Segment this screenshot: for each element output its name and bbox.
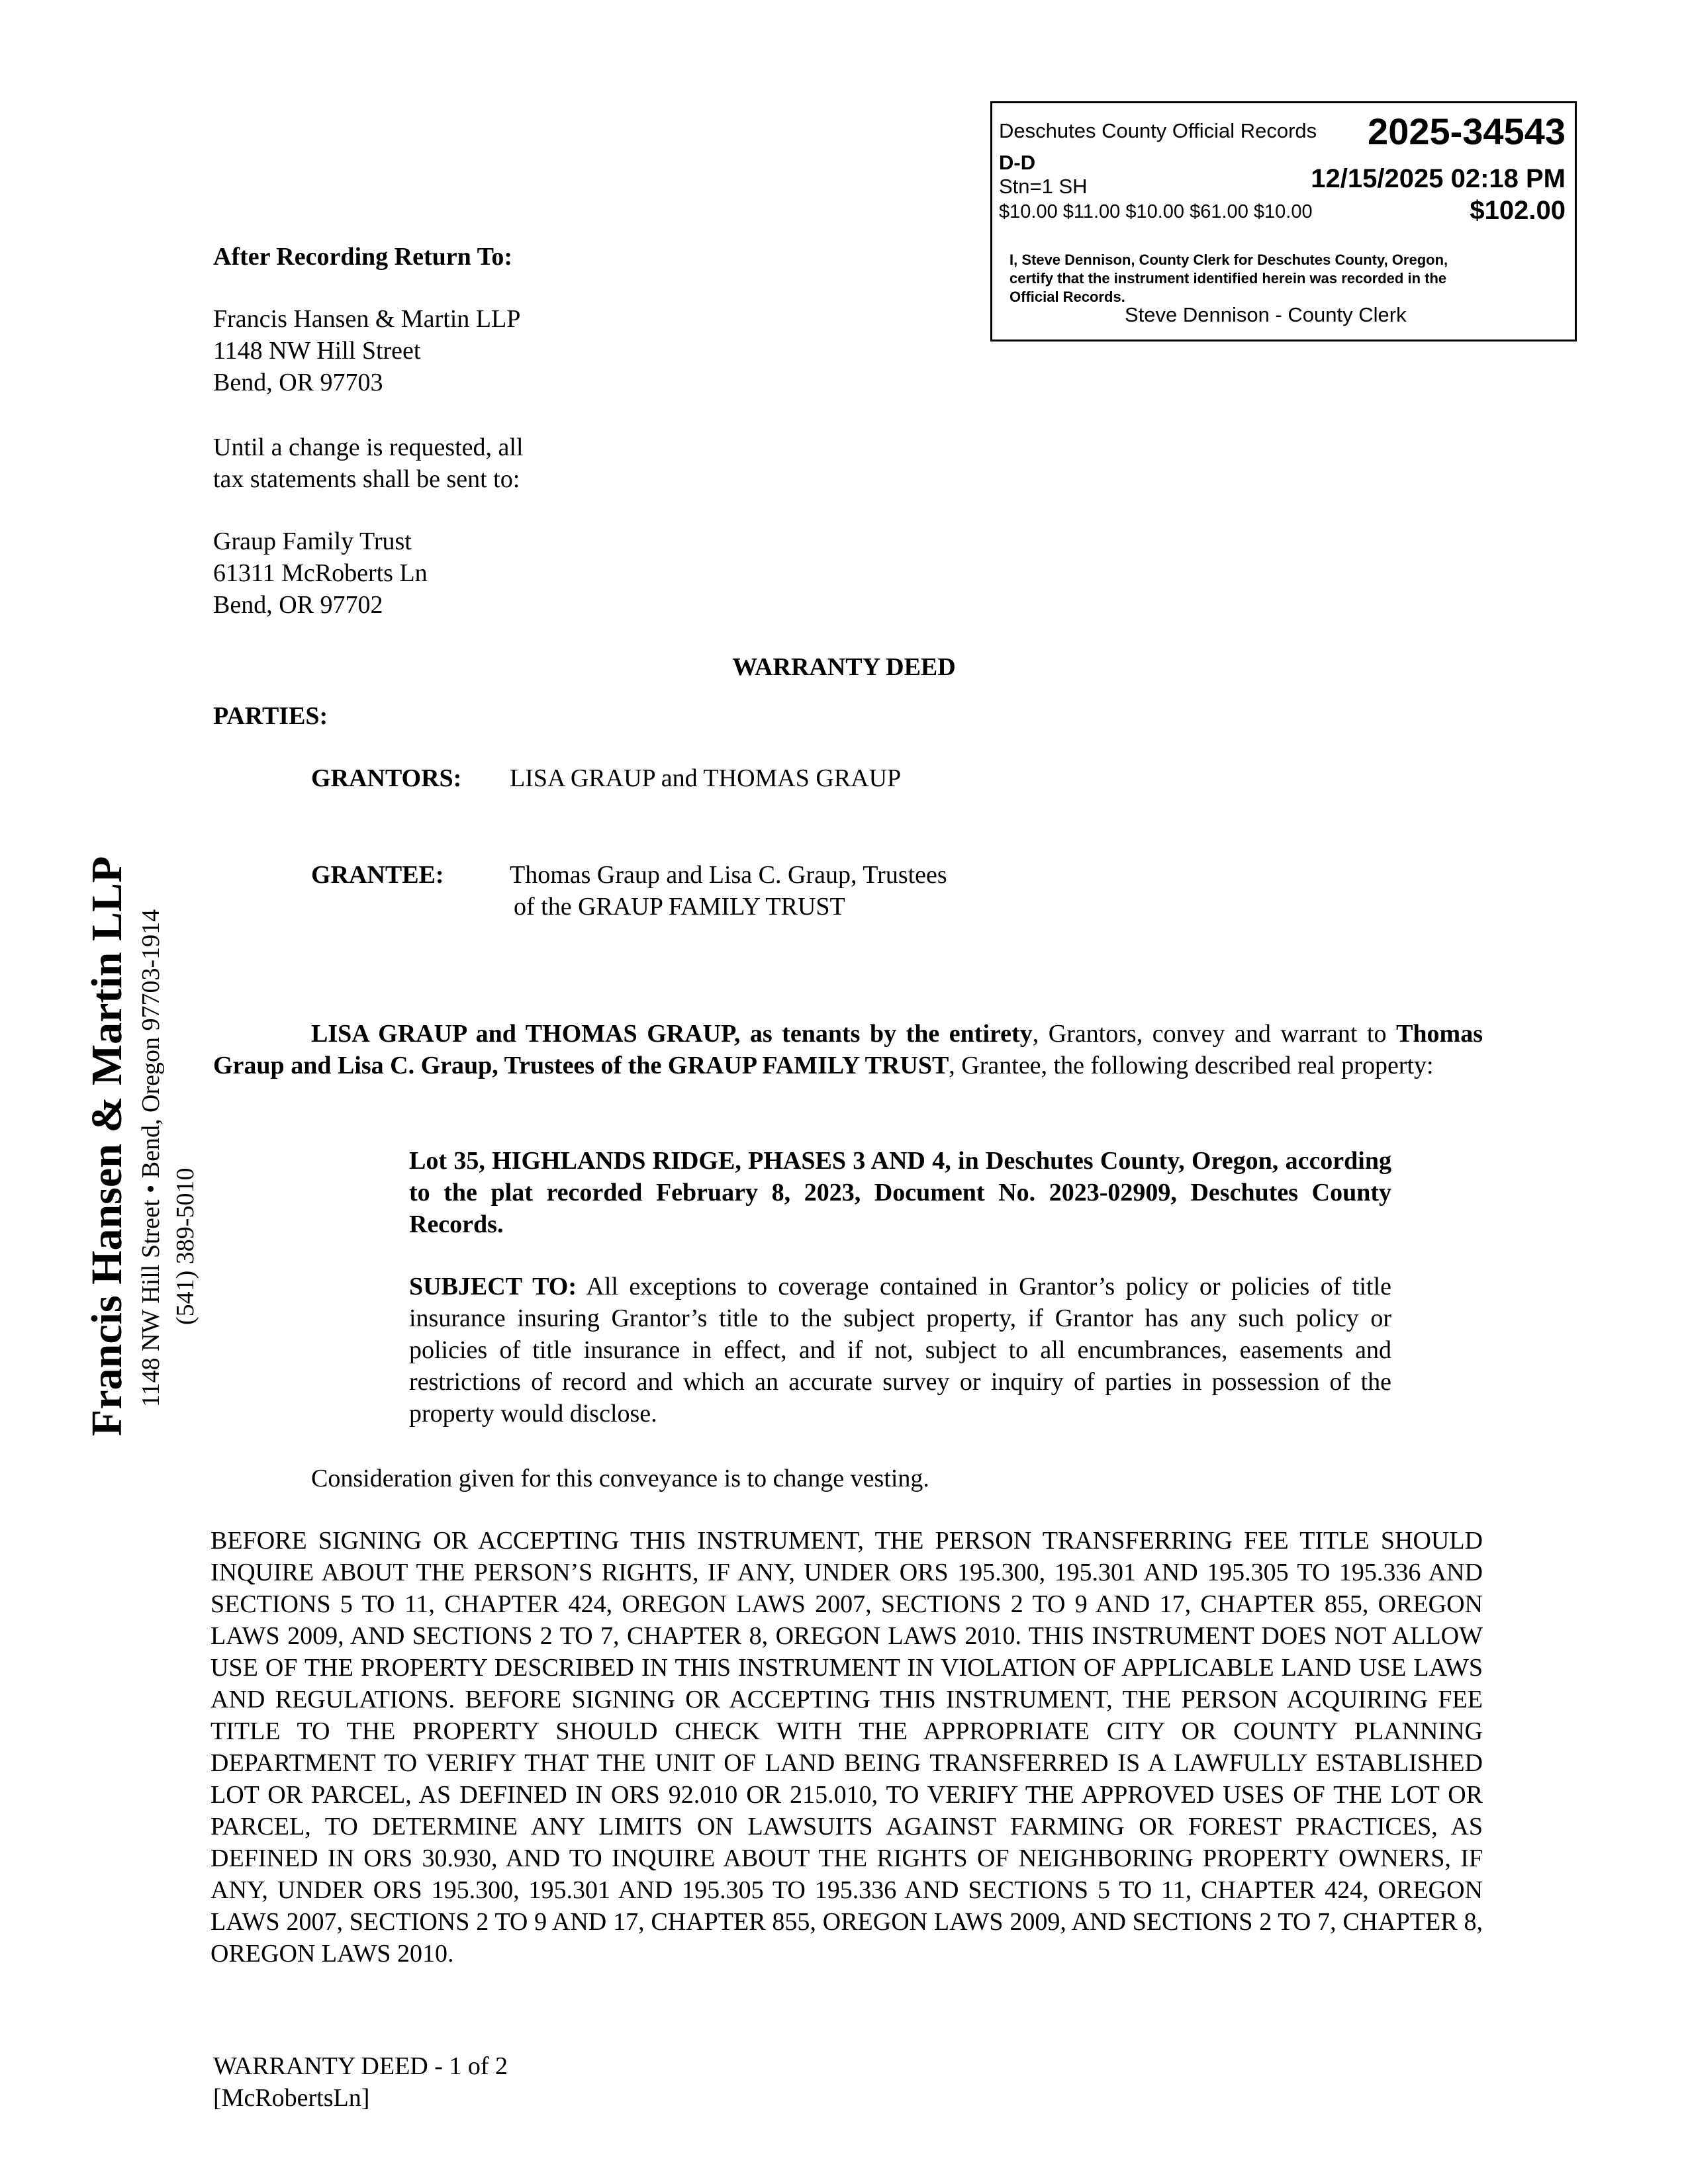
conveyance-paragraph — [213, 1018, 1483, 1081]
tax-recipient-city: Bend, OR 97702 — [213, 591, 383, 619]
fee-breakdown: $10.00 $11.00 $10.00 $61.00 $10.00 — [999, 201, 1313, 222]
recorded-timestamp: 12/15/2025 02:18 PM — [1311, 164, 1566, 193]
consideration-statement: Consideration given for this conveyance is to change vesting. — [311, 1465, 929, 1492]
tax-notice-line-2: tax statements shall be sent to: — [213, 465, 520, 493]
grantors-clause: LISA GRAUP and THOMAS GRAUP, as tenants by the entirety — [311, 1020, 1033, 1048]
conveyance-text-2: , Grantee, the following described real property: — [949, 1052, 1434, 1079]
grantors-value: LISA GRAUP and THOMAS GRAUP — [510, 764, 902, 792]
grantors-label: GRANTORS: — [311, 764, 462, 792]
sidebar-phone: (541) 389-5010 — [171, 1167, 199, 1325]
certification-line-1: I, Steve Dennison, County Clerk for Deschutes County, Oregon, — [1009, 251, 1448, 268]
parties-heading: PARTIES: — [213, 702, 328, 730]
subject-to-paragraph — [409, 1271, 1391, 1430]
grantee-clause: Thomas Graup and Lisa C. Graup, Trustees of the GRAUP FAMILY TRUST — [213, 1020, 1483, 1079]
sidebar-address: 1148 NW Hill Street • Bend, Oregon 97703-1914 — [137, 909, 165, 1407]
fee-total: $102.00 — [1470, 196, 1566, 225]
certification-line-3: Official Records. — [1009, 289, 1125, 305]
records-office: Deschutes County Official Records — [999, 119, 1317, 142]
conveyance-text-1: , Grantors, convey and warrant to — [1032, 1020, 1397, 1048]
tax-notice-line-1: Until a change is requested, all — [213, 433, 524, 461]
grantee-label: GRANTEE: — [311, 861, 444, 889]
document-number: 2025-34543 — [1368, 111, 1566, 152]
clerk-signature-line: Steve Dennison - County Clerk — [1125, 303, 1407, 326]
page-footer-reference: [McRobertsLn] — [213, 2084, 370, 2112]
legal-description: Lot 35, HIGHLANDS RIDGE, PHASES 3 AND 4, in Deschutes County, Oregon, according to the plat recorded February 8, 2023, Document No. 2023-02909, Deschutes County Records. — [409, 1147, 1391, 1238]
return-to-heading: After Recording Return To: — [213, 243, 513, 271]
page-footer-label: WARRANTY DEED - 1 of 2 — [213, 2052, 508, 2080]
tax-recipient-name: Graup Family Trust — [213, 527, 412, 555]
subject-to-label: SUBJECT TO: — [409, 1273, 577, 1300]
grantee-value-line-1: Thomas Graup and Lisa C. Graup, Trustees — [510, 861, 947, 889]
return-to-city: Bend, OR 97703 — [213, 369, 383, 396]
station: Stn=1 SH — [999, 175, 1088, 198]
law-firm-sidebar — [81, 856, 203, 1436]
recording-stamp — [990, 101, 1577, 341]
document-type: D-D — [999, 151, 1036, 174]
return-to-street: 1148 NW Hill Street — [213, 337, 421, 365]
return-to-name: Francis Hansen & Martin LLP — [213, 305, 521, 333]
subject-to-text: All exceptions to coverage contained in Grantor’s policy or policies of title insurance insuring Grantor’s title to the subject property, if Grantor has any such policy or policies of title insurance in effect, and if not, subject to all encumbrances, easements and restrictions of record and which an accurate survey or inquiry of parties in possession of the property would disclose. — [409, 1273, 1392, 1428]
document-title: WARRANTY DEED — [732, 653, 956, 681]
certification-line-2: certify that the instrument identified herein was recorded in the — [1009, 270, 1447, 287]
statutory-notice: BEFORE SIGNING OR ACCEPTING THIS INSTRUMENT, THE PERSON TRANSFERRING FEE TITLE SHOULD INQUIRE ABOUT THE PERSON’S RIGHTS, IF ANY, UNDER ORS 195.300, 195.301 AND 195.305 TO 195.336 AND SECTIONS 5 TO 11, CHAPTER 424, OREGON LAWS 2007, SECTIONS 2 TO 9 AND 17, CHAPTER 855, OREGON LAWS 2009, AND SECTIONS 2 TO 7, CHAPTER 8, OREGON LAWS 2010. THIS INSTRUMENT DOES NOT ALLOW USE OF THE PROPERTY DESCRIBED IN THIS INSTRUMENT IN VIOLATION OF APPLICABLE LAND USE LAWS AND REGULATIONS. BEFORE SIGNING OR ACCEPTING THIS INSTRUMENT, THE PERSON ACQUIRING FEE TITLE TO THE PROPERTY SHOULD CHECK WITH THE APPROPRIATE CITY OR COUNTY PLANNING DEPARTMENT TO VERIFY THAT THE UNIT OF LAND BEING TRANSFERRED IS A LAWFULLY ESTABLISHED LOT OR PARCEL, AS DEFINED IN ORS 92.010 OR 215.010, TO VERIFY THE APPROVED USES OF THE LOT OR PARCEL, TO DETERMINE ANY LIMITS ON LAWSUITS AGAINST FARMING OR FOREST PRACTICES, AS DEFINED IN ORS 30.930, AND TO INQUIRE ABOUT THE RIGHTS OF NEIGHBORING PROPERTY OWNERS, IF ANY, UNDER ORS 195.300, 195.301 AND 195.305 TO 195.336 AND SECTIONS 5 TO 11, CHAPTER 424, OREGON LAWS 2007, SECTIONS 2 TO 9 AND 17, CHAPTER 855, OREGON LAWS 2009, AND SECTIONS 2 TO 7, CHAPTER 8, OREGON LAWS 2010. — [211, 1527, 1483, 1968]
tax-recipient-street: 61311 McRoberts Ln — [213, 559, 428, 587]
sidebar-firm-name: Francis Hansen & Martin LLP — [83, 856, 131, 1436]
grantee-value-line-2: of the GRAUP FAMILY TRUST — [514, 893, 845, 921]
